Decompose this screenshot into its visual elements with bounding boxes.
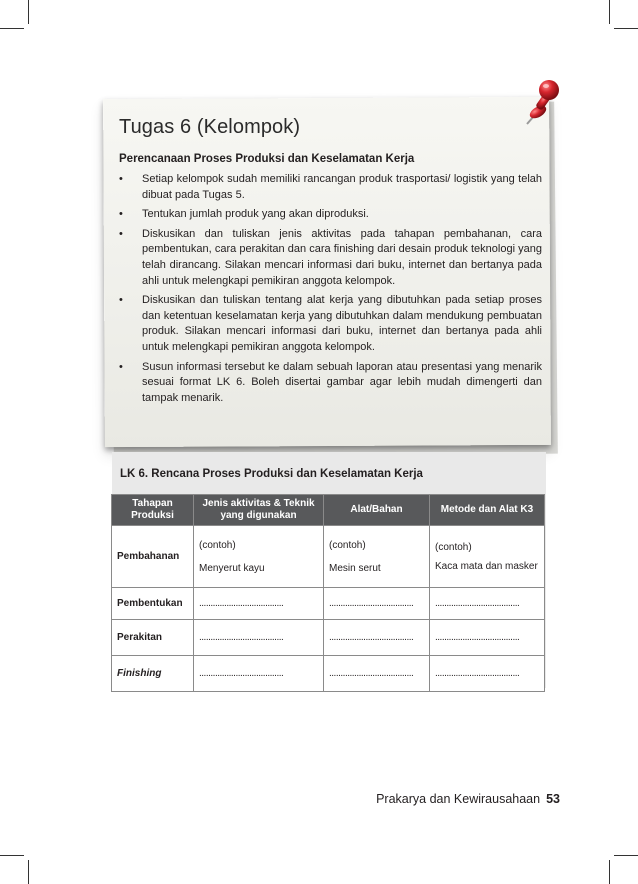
list-item: • Susun informasi tersebut ke dalam sebuah laporan atau presentasi yang menarik sesuai format LK 6. Boleh disertai gambar agar lebih mudah dimengerti dan tampak menarik. [119, 360, 542, 404]
stage-cell: Finishing [112, 656, 194, 692]
method-value: Kaca mata dan masker [435, 560, 538, 572]
stage-cell: Perakitan [112, 620, 194, 656]
method-cell [430, 526, 545, 588]
blank-cell: ..................................... [430, 588, 545, 620]
header-method: Metode dan Alat K3 [430, 495, 545, 526]
page-footer [376, 792, 560, 806]
example-label: (contoh) [199, 539, 236, 551]
crop-mark [614, 855, 638, 856]
stage-cell: Pembentukan [112, 588, 194, 620]
stage-cell: Pembahanan [112, 526, 194, 588]
bullet-icon: • [119, 208, 123, 221]
task-title: Tugas 6 (Kelompok) [119, 116, 301, 138]
list-item: • Setiap kelompok sudah memiliki rancangan produk trasportasi/ logistik yang telah dibuat pada Tugas 5. [119, 173, 542, 201]
activity-value: Menyerut kayu [199, 562, 265, 574]
tools-value: Mesin serut [329, 562, 381, 574]
blank-cell: ..................................... [194, 620, 324, 656]
blank-cell: ..................................... [324, 588, 430, 620]
task-subtitle: Perencanaan Proses Produksi dan Keselamatan Kerja [119, 153, 415, 165]
blank-cell: ..................................... [324, 620, 430, 656]
list-item: • Tentukan jumlah produk yang akan diproduksi. [116, 207, 542, 223]
pushpin-icon [524, 78, 562, 126]
example-label: (contoh) [329, 539, 366, 551]
bullet-icon: • [119, 294, 123, 307]
bullet-icon: • [119, 173, 123, 185]
table-row [112, 588, 545, 620]
blank-cell: ..................................... [194, 656, 324, 692]
table-row [112, 526, 545, 588]
crop-mark [609, 860, 610, 884]
example-label: (contoh) [435, 541, 472, 553]
table-row [112, 620, 545, 656]
crop-mark [0, 855, 24, 856]
crop-mark [0, 28, 24, 29]
list-item: • Diskusikan dan tuliskan tentang alat kerja yang dibutuhkan pada setiap proses dan ketentuan keselamatan kerja yang dibutuhkan dalam mendukung pembuatan produk. Silakan mencari informasi dari buku, internet dan bertanya pada ahli untuk melengkapi pemikiran anggota kelompok. [119, 294, 542, 353]
table-header-row [112, 495, 545, 526]
header-activity: Jenis aktivitas & Teknik yang digunakan [194, 495, 324, 526]
worksheet-table [111, 494, 545, 692]
table-row [112, 656, 545, 692]
crop-mark [28, 0, 29, 24]
blank-cell: ..................................... [430, 656, 545, 692]
worksheet-title: LK 6. Rencana Proses Produksi dan Keselamatan Kerja [120, 468, 423, 480]
blank-cell: ..................................... [324, 656, 430, 692]
crop-mark [609, 0, 610, 24]
page-number: 53 [546, 792, 560, 806]
book-title: Prakarya dan Kewirausahaan [376, 792, 541, 806]
header-tools: Alat/Bahan [324, 495, 430, 526]
activity-cell [194, 526, 324, 588]
header-stage: Tahapan Produksi [112, 495, 194, 526]
bullet-icon: • [119, 360, 123, 373]
list-item: • Diskusikan dan tuliskan jenis aktivitas pada tahapan pembahanan, cara pembentukan, cara perakitan dan cara finishing dari desain produk teknologi yang telah dirancang. Silakan mencari informasi dari buku, internet dan bertanya pada ahli untuk melengkapi pemikiran anggota kelompok. [119, 227, 542, 287]
tools-cell [324, 526, 430, 588]
crop-mark [28, 860, 29, 884]
blank-cell: ..................................... [194, 588, 324, 620]
bullet-icon: • [119, 227, 123, 240]
crop-mark [614, 28, 638, 29]
blank-cell: ..................................... [430, 620, 545, 656]
task-bullet-list [116, 172, 542, 410]
